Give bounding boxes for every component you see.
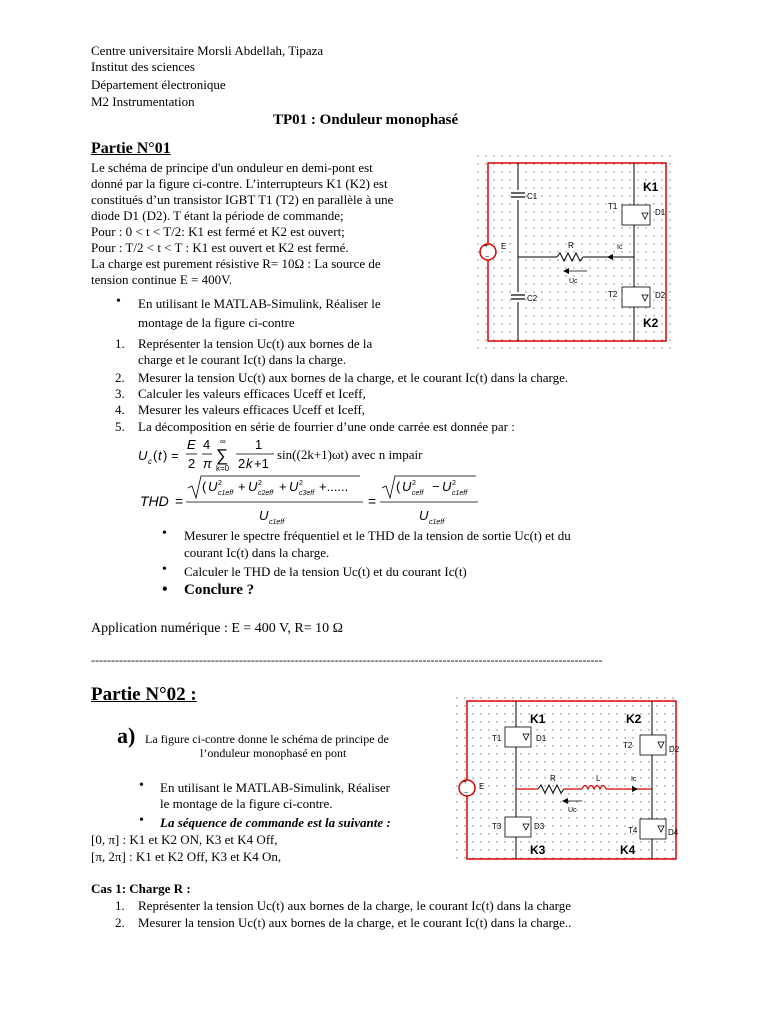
t1-label: T1 — [492, 734, 502, 743]
bullet-dot: • — [162, 526, 167, 541]
source-label: E — [501, 242, 507, 251]
svg-text:(: ( — [202, 479, 207, 494]
svg-text:U: U — [419, 508, 429, 523]
d1-label: D1 — [655, 208, 666, 217]
part2-bullet2: La séquence de commande est la suivante : — [160, 815, 391, 830]
svg-text:c1eff: c1eff — [429, 519, 445, 526]
svg-text:ceff: ceff — [412, 490, 424, 497]
part2-a-label: a) — [117, 723, 136, 748]
d2-label: D2 — [655, 291, 666, 300]
svg-text:2: 2 — [188, 456, 196, 471]
d2-label: D2 — [669, 745, 680, 754]
d1-label: D1 — [536, 734, 547, 743]
svg-text:(: ( — [396, 479, 401, 494]
half-bridge-circuit — [477, 155, 677, 350]
intro-line: La charge est purement résistive R= 10Ω : La source de — [91, 256, 381, 271]
svg-text:4: 4 — [203, 437, 211, 452]
t2-label: T2 — [623, 741, 633, 750]
svg-text:THD: THD — [140, 493, 169, 509]
svg-text:−: − — [485, 254, 490, 261]
k3-label: K3 — [530, 843, 546, 857]
svg-text:U: U — [259, 508, 269, 523]
svg-text:k=0: k=0 — [216, 464, 230, 473]
bullet-dot: • — [139, 813, 144, 828]
k1-label: K1 — [643, 180, 659, 194]
source-label: E — [479, 782, 485, 791]
part2-bullet1: En utilisant le MATLAB-Simulink, Réaliser le montage de la figure ci-contre. — [160, 780, 391, 811]
level-line: M2 Instrumentation — [91, 94, 195, 109]
intro-line: Pour : T/2 < t < T : K1 est ouvert et K2 est fermé. — [91, 240, 349, 255]
svg-text:c1eff: c1eff — [218, 490, 234, 497]
l-label: L — [596, 774, 601, 783]
part1-bullet1: En utilisant le MATLAB-Simulink, Réaliser le montage de la figure ci-contre — [138, 296, 381, 330]
k2-label: K2 — [626, 712, 642, 726]
svg-text:−: − — [464, 790, 469, 797]
intro-line: diode D1 (D2). T étant la période de commande; — [91, 208, 344, 223]
svg-text:2: 2 — [238, 456, 246, 471]
uc-label: Uc — [568, 807, 577, 814]
svg-text:=: = — [175, 493, 184, 509]
part1-intro — [91, 160, 459, 288]
svg-text:k: k — [246, 456, 253, 471]
svg-text:c: c — [148, 457, 152, 466]
svg-text:c3eff: c3eff — [299, 490, 315, 497]
thd-formula — [138, 474, 483, 530]
svg-text:+: + — [279, 479, 287, 494]
svg-text:+: + — [484, 243, 489, 250]
intro-line: donné par la figure ci-contre. L’interrupteurs K1 (K2) est — [91, 176, 388, 191]
svg-text:c2eff: c2eff — [258, 490, 274, 497]
part2-a-text2: l’onduleur monophasé en pont — [200, 746, 347, 760]
svg-text:c1eff: c1eff — [452, 490, 468, 497]
bullet-dot: • — [139, 778, 144, 793]
ic-label: Ic — [617, 244, 623, 251]
item-number: 5. — [115, 419, 125, 434]
item-number: 2. — [115, 915, 125, 930]
svg-text:U: U — [208, 479, 218, 494]
part1-item2: Mesurer la tension Uc(t) aux bornes de la charge, et le courant Ic(t) dans la charge. — [138, 370, 569, 385]
c1-label: C1 — [527, 192, 538, 201]
svg-text:U: U — [289, 479, 299, 494]
page-title: TP01 : Onduleur monophasé — [273, 112, 459, 128]
t3-label: T3 — [492, 822, 502, 831]
svg-text:t: t — [158, 448, 162, 463]
sequence-2: [π, 2π] : K1 et K2 Off, K3 et K4 On, — [91, 849, 282, 864]
item-number: 4. — [115, 402, 125, 417]
d4-label: D4 — [668, 828, 679, 837]
part1-bullet2: Mesurer le spectre fréquentiel et le THD de la tension de sortie Uc(t) et du — [184, 528, 571, 543]
part1-item1: Représenter la tension Uc(t) aux bornes de la charge et le courant Ic(t) dans la charge. — [138, 336, 373, 367]
part1-item3: Calculer les valeurs efficaces Uceff et Iceff, — [138, 386, 366, 401]
part1-bullet3: Calculer le THD de la tension Uc(t) et du courant Ic(t) — [184, 564, 467, 579]
svg-text:+: + — [463, 779, 468, 786]
svg-text:U: U — [402, 479, 412, 494]
item-number: 2. — [115, 370, 125, 385]
intro-line: Le schéma de principe d'un onduleur en demi-pont est — [91, 160, 373, 175]
fourier-formula-tail: sin((2k+1)ωt) avec n impair — [277, 447, 423, 462]
svg-text:E: E — [187, 437, 196, 452]
intro-line: tension continue E = 400V. — [91, 272, 233, 287]
svg-text:=: = — [368, 493, 377, 509]
svg-text:2: 2 — [218, 480, 222, 487]
part1-heading: Partie N°01 — [91, 140, 171, 157]
part1-bullet2-cont: courant Ic(t) dans la charge. — [184, 545, 330, 560]
svg-text:c1eff: c1eff — [269, 519, 285, 526]
full-bridge-circuit — [456, 697, 680, 863]
svg-text:) =: ) = — [163, 448, 179, 463]
r-label: R — [550, 774, 556, 783]
c2-label: C2 — [527, 294, 538, 303]
svg-text:2: 2 — [452, 480, 456, 487]
part1-application: Application numérique : E = 400 V, R= 10 Ω — [91, 621, 343, 636]
ic-label: Ic — [631, 776, 637, 783]
svg-text:∞: ∞ — [220, 437, 226, 446]
sequence-1: [0, π] : K1 et K2 ON, K3 et K4 Off, — [91, 832, 278, 847]
svg-text:π: π — [203, 456, 212, 471]
bullet-dot: • — [162, 581, 168, 598]
k2-label: K2 — [643, 316, 659, 330]
r-label: R — [568, 241, 574, 250]
separator: -------------------------------------------------------------------------------------------------------------------------------- — [91, 653, 603, 667]
item-number: 1. — [115, 336, 125, 351]
institution-line: Centre universitaire Morsli Abdellah, Tipaza — [91, 43, 324, 58]
t2-label: T2 — [608, 290, 618, 299]
svg-text:(: ( — [153, 448, 158, 463]
t4-label: T4 — [628, 826, 638, 835]
svg-text:U: U — [442, 479, 452, 494]
part1-conclude: Conclure ? — [184, 582, 255, 598]
intro-line: constitués d’un transistor IGBT T1 (T2) en parallèle à une — [91, 192, 394, 207]
part1-item4: Mesurer les valeurs efficaces Uceff et Iceff, — [138, 402, 366, 417]
part2-heading: Partie N°02 : — [91, 684, 197, 705]
department-line: Département électronique — [91, 77, 226, 92]
part2-item1: Représenter la tension Uc(t) aux bornes de la charge, le courant Ic(t) dans la charge — [138, 898, 572, 913]
k1-label: K1 — [530, 712, 546, 726]
svg-text:+: + — [238, 479, 246, 494]
intro-line: Pour : 0 < t < T/2: K1 est fermé et K2 est ouvert; — [91, 224, 345, 239]
svg-text:∑: ∑ — [216, 446, 229, 465]
uc-label: Uc — [569, 278, 578, 285]
bullet-dot: • — [116, 294, 121, 309]
k4-label: K4 — [620, 843, 636, 857]
item-number: 1. — [115, 898, 125, 913]
svg-text:+1: +1 — [254, 456, 269, 471]
svg-text:−: − — [432, 479, 440, 494]
svg-text:1: 1 — [255, 437, 263, 452]
part2-a-text1: La figure ci-contre donne le schéma de principe de — [145, 732, 389, 746]
svg-text:U: U — [138, 448, 148, 463]
part1-item5: La décomposition en série de fourrier d’une onde carrée est donnée par : — [138, 419, 515, 434]
bullet-dot: • — [162, 562, 167, 577]
svg-text:2: 2 — [258, 480, 262, 487]
d3-label: D3 — [534, 822, 545, 831]
svg-text:2: 2 — [412, 480, 416, 487]
t1-label: T1 — [608, 202, 618, 211]
case1-heading: Cas 1: Charge R : — [91, 881, 191, 896]
institute-line: Institut des sciences — [91, 59, 195, 74]
svg-text:2: 2 — [299, 480, 303, 487]
svg-text:U: U — [248, 479, 258, 494]
part2-item2: Mesurer la tension Uc(t) aux bornes de la charge, et le courant Ic(t) dans la charge.. — [138, 915, 572, 930]
item-number: 3. — [115, 386, 125, 401]
svg-text:+......: +...... — [319, 479, 349, 494]
